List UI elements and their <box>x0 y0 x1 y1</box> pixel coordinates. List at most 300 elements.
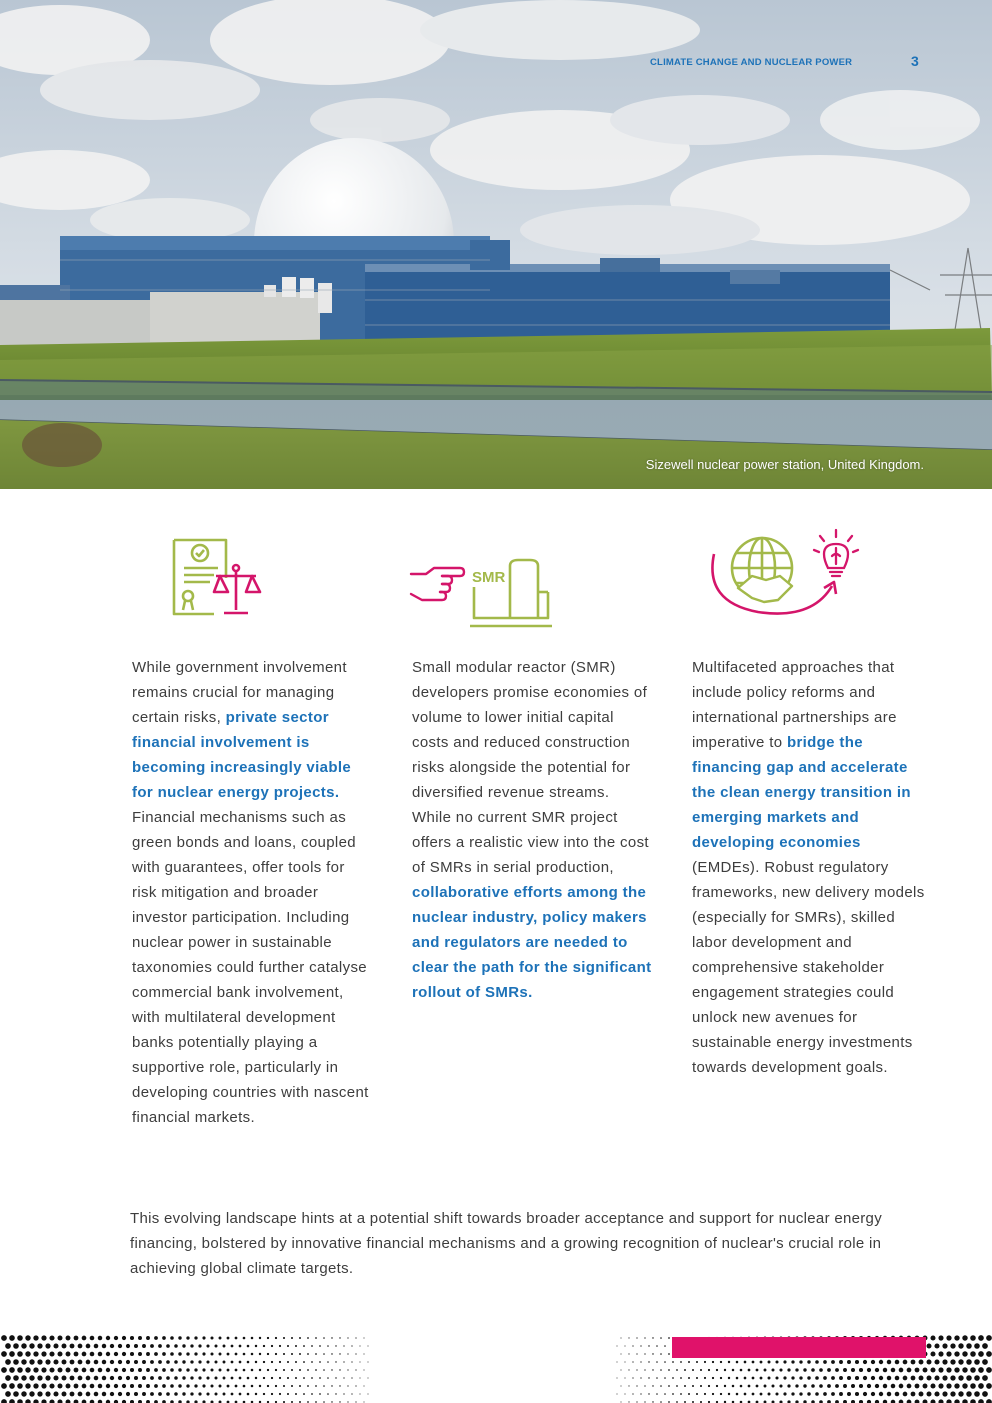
halftone-dot <box>672 1377 674 1379</box>
halftone-dot <box>194 1384 197 1387</box>
halftone-dot <box>82 1352 87 1357</box>
halftone-dot <box>847 1360 851 1364</box>
halftone-dot <box>652 1385 653 1386</box>
halftone-dot <box>102 1360 106 1364</box>
halftone-dot <box>636 1353 637 1354</box>
halftone-dot <box>118 1360 122 1364</box>
halftone-dot <box>624 1393 625 1394</box>
halftone-dot <box>859 1384 863 1388</box>
halftone-dot <box>680 1393 682 1395</box>
halftone-dot <box>339 1369 340 1370</box>
halftone-dot <box>644 1353 645 1354</box>
halftone-dot <box>942 1375 947 1380</box>
halftone-dot <box>343 1377 344 1378</box>
halftone-dot <box>202 1336 205 1339</box>
halftone-dot <box>70 1376 75 1381</box>
halftone-dot <box>1 1351 7 1357</box>
halftone-dot <box>74 1352 79 1357</box>
halftone-dot <box>198 1344 201 1347</box>
halftone-dot <box>295 1377 297 1379</box>
halftone-dot <box>930 1367 935 1372</box>
halftone-dot <box>343 1361 344 1362</box>
halftone-dot <box>57 1383 62 1388</box>
halftone-dot <box>724 1385 726 1387</box>
halftone-dot <box>835 1384 839 1388</box>
halftone-dot <box>934 1343 939 1348</box>
halftone-dot <box>855 1360 859 1364</box>
halftone-dot <box>174 1360 178 1364</box>
halftone-dot <box>178 1368 181 1371</box>
halftone-dot <box>331 1337 332 1338</box>
halftone-dot <box>78 1376 83 1381</box>
halftone-dot <box>907 1384 912 1389</box>
halftone-dot <box>355 1353 356 1354</box>
halftone-dot <box>267 1385 269 1387</box>
halftone-dot <box>760 1393 763 1396</box>
halftone-dot <box>227 1337 230 1340</box>
halftone-dot <box>927 1344 932 1349</box>
halftone-dot <box>974 1359 980 1365</box>
halftone-dot <box>223 1377 226 1380</box>
halftone-dot <box>271 1377 273 1379</box>
halftone-dot <box>243 1369 246 1372</box>
halftone-dot <box>227 1385 230 1388</box>
halftone-dot <box>243 1353 246 1356</box>
halftone-dot <box>206 1392 209 1395</box>
lightbulb-icon <box>814 530 858 576</box>
halftone-dot <box>21 1343 26 1348</box>
halftone-dot <box>323 1385 325 1387</box>
halftone-dot <box>652 1369 653 1370</box>
halftone-dot <box>134 1376 138 1380</box>
halftone-dot <box>899 1368 904 1373</box>
halftone-dot <box>704 1361 706 1363</box>
halftone-dot <box>335 1361 336 1362</box>
halftone-dot <box>942 1391 947 1396</box>
halftone-dot <box>799 1376 802 1379</box>
halftone-dot <box>696 1377 698 1379</box>
halftone-dot <box>315 1369 317 1371</box>
halftone-dot <box>114 1336 118 1340</box>
halftone-dot <box>263 1345 265 1347</box>
halftone-dot <box>29 1359 34 1364</box>
halftone-dot <box>363 1385 364 1386</box>
halftone-dot <box>146 1352 150 1356</box>
halftone-dot <box>644 1337 645 1338</box>
halftone-dot <box>29 1391 34 1396</box>
halftone-dot <box>166 1360 170 1364</box>
halftone-dot <box>215 1361 218 1364</box>
halftone-dot <box>33 1335 38 1340</box>
halftone-dot <box>783 1360 786 1363</box>
halftone-dot <box>146 1336 150 1340</box>
halftone-dot <box>688 1377 690 1379</box>
halftone-dot <box>215 1345 218 1348</box>
halftone-dot <box>66 1352 71 1357</box>
halftone-dot <box>787 1368 790 1371</box>
halftone-dot <box>279 1377 281 1379</box>
halftone-dot <box>839 1392 843 1396</box>
halftone-dot <box>271 1393 273 1395</box>
halftone-dot <box>227 1369 230 1372</box>
halftone-dot <box>307 1337 309 1339</box>
halftone-dot <box>219 1353 222 1356</box>
halftone-dot <box>45 1343 50 1348</box>
halftone-dot <box>323 1337 325 1339</box>
halftone-dot <box>33 1383 38 1388</box>
halftone-dot <box>13 1359 19 1365</box>
halftone-dot <box>57 1367 62 1372</box>
halftone-dot <box>110 1344 114 1348</box>
halftone-dot <box>779 1368 782 1371</box>
column-highlight: collaborative efforts among the nuclear industry, policy makers and regulators are needed to clear the path for the significant rollout of SMRs. <box>412 884 652 1001</box>
halftone-dot <box>190 1376 193 1379</box>
halftone-dot <box>202 1352 205 1355</box>
halftone-dot <box>915 1384 920 1389</box>
halftone-dot <box>41 1367 46 1372</box>
halftone-dot <box>775 1360 778 1363</box>
halftone-dot <box>186 1336 189 1339</box>
page-number: 3 <box>911 53 919 69</box>
halftone-dot <box>962 1367 967 1372</box>
halftone-dot <box>198 1360 201 1363</box>
halftone-dot <box>648 1393 649 1394</box>
halftone-dot <box>86 1392 91 1397</box>
halftone-dot <box>86 1360 91 1365</box>
halftone-dot <box>879 1360 883 1364</box>
halftone-dot <box>696 1361 698 1363</box>
halftone-dot <box>347 1353 348 1354</box>
halftone-dot <box>339 1337 340 1338</box>
halftone-dot <box>74 1368 79 1373</box>
column-text: (EMDEs). Robust regulatory frameworks, new delivery models (especially for SMRs), skilled labor development and comprehensive stakeholder engagement strategies could unlock new avenues for sustainable energy investments towards development goals. <box>692 859 925 1076</box>
halftone-dot <box>275 1369 277 1371</box>
halftone-dot <box>235 1337 238 1340</box>
halftone-dot <box>17 1383 23 1389</box>
halftone-dot <box>142 1376 146 1380</box>
halftone-dot <box>53 1391 58 1396</box>
halftone-dot <box>982 1391 988 1397</box>
halftone-dot <box>355 1337 356 1338</box>
halftone-dot <box>279 1393 281 1395</box>
halftone-dot <box>215 1377 218 1380</box>
halftone-dot <box>37 1391 42 1396</box>
nuclear-station-illustration <box>0 0 992 489</box>
halftone-dot <box>891 1384 896 1389</box>
halftone-dot <box>142 1344 146 1348</box>
halftone-dot <box>919 1392 924 1397</box>
halftone-dot <box>799 1392 802 1395</box>
halftone-dot <box>279 1361 281 1363</box>
halftone-dot <box>62 1392 67 1397</box>
halftone-dot <box>319 1377 321 1379</box>
halftone-dot <box>331 1369 332 1370</box>
halftone-dot <box>283 1337 285 1339</box>
halftone-dot <box>887 1376 891 1380</box>
halftone-dot <box>9 1335 15 1341</box>
halftone-dot <box>263 1361 265 1363</box>
halftone-dot <box>617 1394 618 1395</box>
halftone-dot <box>57 1335 62 1340</box>
halftone-dot <box>843 1368 847 1372</box>
halftone-dot <box>919 1360 924 1365</box>
halftone-dot <box>247 1345 250 1348</box>
halftone-dot <box>190 1360 193 1363</box>
halftone-dot <box>636 1401 637 1402</box>
halftone-dot <box>752 1393 755 1396</box>
halftone-dot <box>363 1369 364 1370</box>
halftone-dot <box>966 1359 972 1365</box>
halftone-dot <box>704 1393 706 1395</box>
halftone-dot <box>291 1337 293 1339</box>
halftone-dot <box>938 1351 943 1356</box>
halftone-dot <box>923 1400 928 1403</box>
halftone-dot <box>760 1361 763 1364</box>
halftone-dot <box>114 1384 118 1388</box>
halftone-dot <box>768 1361 771 1364</box>
halftone-dot <box>315 1353 317 1355</box>
halftone-dot <box>791 1376 794 1379</box>
halftone-dot <box>958 1375 963 1380</box>
halftone-dot <box>716 1385 718 1387</box>
halftone-dot <box>672 1393 674 1395</box>
halftone-dot <box>82 1400 87 1403</box>
halftone-dot <box>720 1377 722 1379</box>
halftone-dot <box>134 1344 138 1348</box>
halftone-dot <box>243 1385 246 1388</box>
halftone-dot <box>791 1360 794 1363</box>
halftone-dot <box>190 1392 193 1395</box>
halftone-dot <box>118 1376 122 1380</box>
halftone-dot <box>315 1337 317 1339</box>
halftone-dot <box>295 1393 297 1395</box>
halftone-dot <box>327 1393 329 1395</box>
halftone-dot <box>915 1368 920 1373</box>
halftone-dot <box>25 1399 30 1403</box>
footer-dot-pattern-left <box>0 1334 400 1403</box>
halftone-dot <box>158 1392 162 1396</box>
halftone-dot <box>327 1361 329 1363</box>
halftone-dot <box>835 1368 839 1372</box>
halftone-dot <box>295 1345 297 1347</box>
halftone-dot <box>986 1399 992 1403</box>
halftone-dot <box>664 1345 666 1347</box>
halftone-dot <box>178 1384 181 1387</box>
halftone-dot <box>367 1377 368 1378</box>
halftone-dot <box>807 1376 810 1379</box>
halftone-dot <box>106 1352 110 1356</box>
halftone-dot <box>335 1345 336 1346</box>
halftone-dot <box>978 1383 984 1389</box>
halftone-dot <box>617 1362 618 1363</box>
halftone-dot <box>359 1361 360 1362</box>
halftone-dot <box>652 1353 653 1354</box>
halftone-dot <box>724 1369 726 1371</box>
halftone-dot <box>9 1351 15 1357</box>
halftone-dot <box>174 1392 178 1396</box>
halftone-dot <box>927 1376 932 1381</box>
halftone-dot <box>319 1361 321 1363</box>
halftone-dot <box>871 1392 875 1396</box>
halftone-dot <box>744 1361 747 1364</box>
halftone-dot <box>275 1353 277 1355</box>
halftone-dot <box>879 1392 883 1396</box>
halftone-dot <box>744 1393 747 1396</box>
halftone-dot <box>235 1353 238 1356</box>
halftone-dot <box>668 1337 670 1339</box>
halftone-dot <box>962 1383 967 1388</box>
halftone-dot <box>620 1369 621 1370</box>
closing-paragraph: This evolving landscape hints at a potential shift towards broader acceptance and support for nuclear energy financing, bolstered by innovative financial mechanisms and a growing recognition of nuclear's crucial role in achieving global climate targets. <box>130 1210 882 1277</box>
halftone-dot <box>982 1375 988 1381</box>
halftone-dot <box>855 1376 859 1380</box>
halftone-dot <box>174 1344 178 1348</box>
halftone-dot <box>363 1353 364 1354</box>
halftone-dot <box>142 1360 146 1364</box>
halftone-dot <box>231 1361 234 1364</box>
halftone-dot <box>668 1369 670 1371</box>
halftone-dot <box>210 1336 213 1339</box>
halftone-dot <box>962 1399 967 1403</box>
halftone-dot <box>150 1344 154 1348</box>
halftone-dot <box>339 1353 340 1354</box>
halftone-dot <box>704 1377 706 1379</box>
halftone-dot <box>978 1335 984 1341</box>
halftone-dot <box>367 1393 368 1394</box>
halftone-dot <box>303 1345 305 1347</box>
halftone-dot <box>259 1385 261 1387</box>
halftone-dot <box>182 1392 185 1395</box>
halftone-dot <box>122 1336 126 1340</box>
halftone-dot <box>628 1369 629 1370</box>
halftone-dot <box>962 1351 967 1356</box>
halftone-dot <box>847 1392 851 1396</box>
halftone-dot <box>863 1392 867 1396</box>
halftone-dot <box>640 1345 641 1346</box>
halftone-dot <box>351 1361 352 1362</box>
halftone-dot <box>215 1393 218 1396</box>
halftone-dot <box>150 1360 154 1364</box>
halftone-dot <box>271 1345 273 1347</box>
halftone-dot <box>267 1369 269 1371</box>
halftone-dot <box>82 1384 87 1389</box>
halftone-dot <box>823 1360 827 1364</box>
halftone-dot <box>831 1376 835 1380</box>
halftone-dot <box>958 1359 963 1364</box>
smr-hand-icon <box>408 556 554 630</box>
halftone-dot <box>166 1344 170 1348</box>
halftone-dot <box>37 1359 42 1364</box>
halftone-dot <box>311 1345 313 1347</box>
halftone-dot <box>815 1376 819 1380</box>
halftone-dot <box>351 1345 352 1346</box>
halftone-dot <box>728 1377 730 1379</box>
halftone-dot <box>41 1335 46 1340</box>
halftone-dot <box>295 1361 297 1363</box>
halftone-dot <box>287 1345 289 1347</box>
halftone-dot <box>966 1375 972 1381</box>
halftone-dot <box>1 1335 7 1341</box>
halftone-dot <box>644 1385 645 1386</box>
halftone-dot <box>772 1369 775 1372</box>
halftone-dot <box>170 1336 174 1340</box>
halftone-dot <box>146 1368 150 1372</box>
halftone-dot <box>198 1376 201 1379</box>
halftone-dot <box>45 1391 50 1396</box>
halftone-dot <box>938 1367 943 1372</box>
halftone-dot <box>954 1367 959 1372</box>
halftone-dot <box>839 1376 843 1380</box>
halftone-dot <box>206 1376 209 1379</box>
halftone-dot <box>219 1369 222 1372</box>
halftone-dot <box>49 1351 54 1356</box>
halftone-dot <box>57 1351 62 1356</box>
halftone-dot <box>138 1384 142 1388</box>
halftone-dot <box>90 1384 95 1389</box>
halftone-dot <box>930 1399 935 1403</box>
halftone-dot <box>847 1376 851 1380</box>
halftone-dot <box>355 1385 356 1386</box>
halftone-dot <box>628 1337 629 1338</box>
halftone-dot <box>355 1401 356 1402</box>
halftone-dot <box>768 1393 771 1396</box>
halftone-dot <box>367 1345 368 1346</box>
halftone-dot <box>656 1393 658 1395</box>
halftone-dot <box>720 1393 722 1395</box>
halftone-dot <box>9 1383 15 1389</box>
halftone-dot <box>760 1377 763 1380</box>
halftone-dot <box>166 1376 170 1380</box>
halftone-dot <box>78 1344 83 1349</box>
halftone-dot <box>98 1352 103 1357</box>
halftone-dot <box>283 1369 285 1371</box>
halftone-dot <box>950 1343 955 1348</box>
halftone-dot <box>122 1384 126 1388</box>
halftone-dot <box>923 1368 928 1373</box>
halftone-dot <box>110 1392 114 1396</box>
halftone-dot <box>883 1384 887 1388</box>
shrub <box>22 423 102 467</box>
halftone-dot <box>259 1337 261 1339</box>
halftone-dot <box>652 1337 653 1338</box>
halftone-dot <box>946 1383 951 1388</box>
halftone-dot <box>839 1360 843 1364</box>
halftone-dot <box>202 1384 205 1387</box>
halftone-dot <box>938 1399 943 1403</box>
halftone-dot <box>620 1385 621 1386</box>
halftone-dot <box>327 1377 329 1379</box>
halftone-dot <box>903 1392 908 1397</box>
halftone-dot <box>307 1385 309 1387</box>
halftone-dot <box>53 1343 58 1348</box>
halftone-dot <box>680 1361 682 1363</box>
halftone-dot <box>359 1377 360 1378</box>
halftone-dot <box>94 1344 99 1349</box>
halftone-dot <box>851 1384 855 1388</box>
halftone-dot <box>259 1353 261 1355</box>
halftone-dot <box>251 1353 254 1356</box>
halftone-dot <box>170 1384 174 1388</box>
halftone-dot <box>351 1377 352 1378</box>
halftone-dot <box>923 1384 928 1389</box>
halftone-dot <box>907 1368 912 1373</box>
halftone-dot <box>206 1360 209 1363</box>
halftone-dot <box>819 1384 823 1388</box>
halftone-dot <box>74 1400 79 1403</box>
halftone-dot <box>628 1353 629 1354</box>
halftone-dot <box>899 1384 904 1389</box>
halftone-dot <box>970 1351 976 1357</box>
